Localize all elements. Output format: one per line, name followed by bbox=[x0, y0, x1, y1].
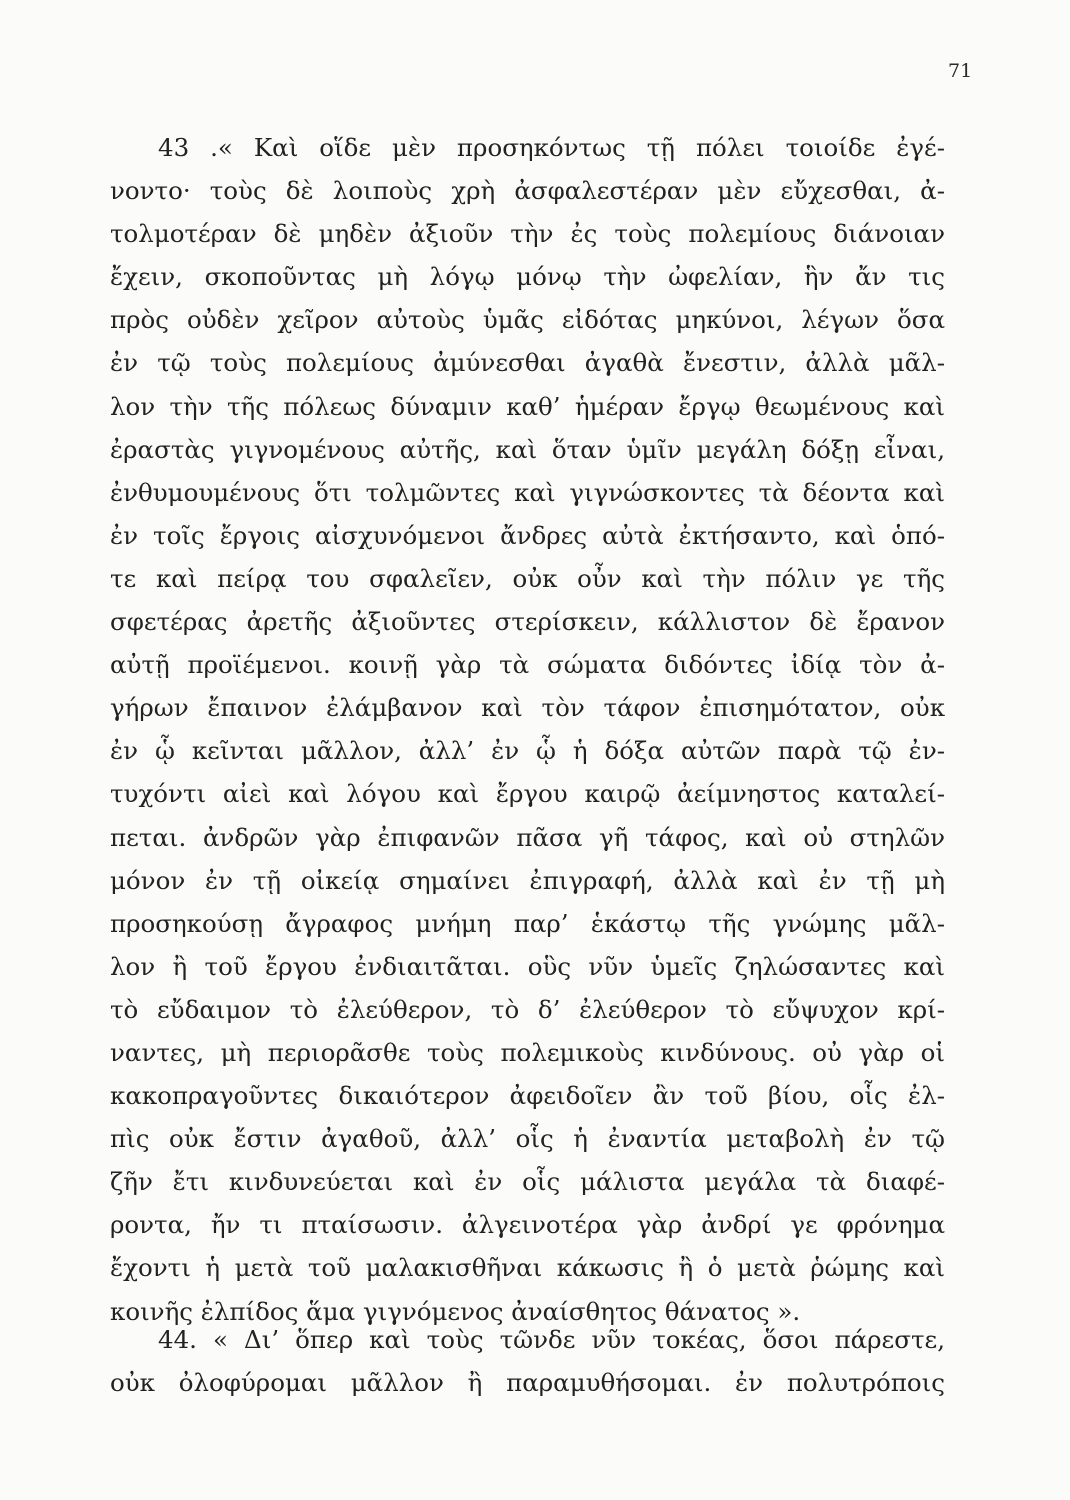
text-line: προσηκούσῃ ἄγραφος μνήμη παρ’ ἑκάστῳ τῆς γνώμης μᾶλ- bbox=[110, 908, 945, 938]
text-line: τὸ εὔδαιμον τὸ ἐλεύθερον, τὸ δ’ ἐλεύθερον τὸ εὔψυχον κρί- bbox=[110, 994, 945, 1024]
text-line: γήρων ἔπαινον ἐλάμβανον καὶ τὸν τάφον ἐπισημότατον, οὐκ bbox=[110, 693, 945, 723]
text-line: ναντες, μὴ περιορᾶσθε τοὺς πολεμικοὺς κινδύνους. οὐ γὰρ οἱ bbox=[110, 1037, 945, 1067]
text-line: ἔχοντι ἡ μετὰ τοῦ μαλακισθῆναι κάκωσις ἢ ὁ μετὰ ῥώμης καὶ bbox=[110, 1253, 945, 1283]
text-line: ἐν ᾧ κεῖνται μᾶλλον, ἀλλ’ ἐν ᾧ ἡ δόξα αὐτῶν παρὰ τῷ ἐν- bbox=[110, 736, 945, 766]
page-number: 71 bbox=[948, 60, 973, 82]
text-line: 44. « Δι’ ὅπερ καὶ τοὺς τῶνδε νῦν τοκέας, ὅσοι πάρεστε, bbox=[158, 1325, 945, 1354]
text-line: πὶς οὐκ ἔστιν ἀγαθοῦ, ἀλλ’ οἷς ἡ ἐναντία μεταβολὴ ἐν τῷ bbox=[110, 1124, 945, 1154]
text-line: ἐν τοῖς ἔργοις αἰσχυνόμενοι ἄνδρες αὐτὰ ἐκτήσαντο, καὶ ὁπό- bbox=[110, 520, 945, 550]
text-line: οὐκ ὀλοφύρομαι μᾶλλον ἢ παραμυθήσομαι. ἐν πολυτρόποις bbox=[110, 1368, 945, 1398]
text-line: ροντα, ἤν τι πταίσωσιν. ἀλγεινοτέρα γὰρ ἀνδρί γε φρόνημα bbox=[110, 1210, 945, 1240]
text-line: ἐνθυμουμένους ὅτι τολμῶντες καὶ γιγνώσκοντες τὰ δέοντα καὶ bbox=[110, 477, 945, 507]
text-line: ἐραστὰς γιγνομένους αὐτῆς, καὶ ὅταν ὑμῖν μεγάλη δόξῃ εἶναι, bbox=[110, 434, 945, 464]
text-line: κακοπραγοῦντες δικαιότερον ἀφειδοῖεν ἂν τοῦ βίου, οἷς ἐλ- bbox=[110, 1081, 945, 1111]
text-line: ἐν τῷ τοὺς πολεμίους ἀμύνεσθαι ἀγαθὰ ἔνεστιν, ἀλλὰ μᾶλ- bbox=[110, 348, 945, 378]
text-line: λον τὴν τῆς πόλεως δύναμιν καθ’ ἡμέραν ἔργῳ θεωμένους καὶ bbox=[110, 391, 945, 421]
text-line: τε καὶ πείρᾳ του σφαλεῖεν, οὐκ οὖν καὶ τὴν πόλιν γε τῆς bbox=[110, 563, 945, 593]
text-line: πρὸς οὐδὲν χεῖρον αὐτοὺς ὑμᾶς εἰδότας μηκύνοι, λέγων ὅσα bbox=[110, 305, 945, 335]
text-line: νοντο· τοὺς δὲ λοιποὺς χρὴ ἀσφαλεστέραν μὲν εὔχεσθαι, ἀ- bbox=[110, 176, 945, 206]
text-line: κοινῆς ἐλπίδος ἅμα γιγνόμενος ἀναίσθητος θάνατος ». bbox=[110, 1296, 801, 1326]
text-line: τυχόντι αἰεὶ καὶ λόγου καὶ ἔργου καιρῷ ἀείμνηστος καταλεί- bbox=[110, 779, 945, 809]
text-line: πεται. ἀνδρῶν γὰρ ἐπιφανῶν πᾶσα γῆ τάφος, καὶ οὐ στηλῶν bbox=[110, 822, 945, 852]
paragraph-43 bbox=[110, 126, 945, 1333]
text-line: τολμοτέραν δὲ μηδὲν ἀξιοῦν τὴν ἐς τοὺς πολεμίους διάνοιαν bbox=[110, 219, 945, 249]
text-line: 43 .« Καὶ οἵδε μὲν προσηκόντως τῇ πόλει τοιοίδε ἐγέ- bbox=[158, 133, 945, 162]
text-line: ἔχειν, σκοποῦντας μὴ λόγῳ μόνῳ τὴν ὠφελίαν, ἣν ἄν τις bbox=[110, 262, 945, 292]
text-line: μόνον ἐν τῇ οἰκείᾳ σημαίνει ἐπιγραφή, ἀλλὰ καὶ ἐν τῇ μὴ bbox=[110, 865, 945, 895]
text-line: λον ἢ τοῦ ἔργου ἐνδιαιτᾶται. οὓς νῦν ὑμεῖς ζηλώσαντες καὶ bbox=[110, 951, 945, 981]
text-line: αὐτῇ προϊέμενοι. κοινῇ γὰρ τὰ σώματα διδόντες ἰδίᾳ τὸν ἀ- bbox=[110, 650, 945, 680]
text-line: σφετέρας ἀρετῆς ἀξιοῦντες στερίσκειν, κάλλιστον δὲ ἔρανον bbox=[110, 607, 945, 637]
text-line: ζῆν ἔτι κινδυνεύεται καὶ ἐν οἷς μάλιστα μεγάλα τὰ διαφέ- bbox=[110, 1167, 945, 1197]
paragraph-44 bbox=[110, 1318, 945, 1404]
